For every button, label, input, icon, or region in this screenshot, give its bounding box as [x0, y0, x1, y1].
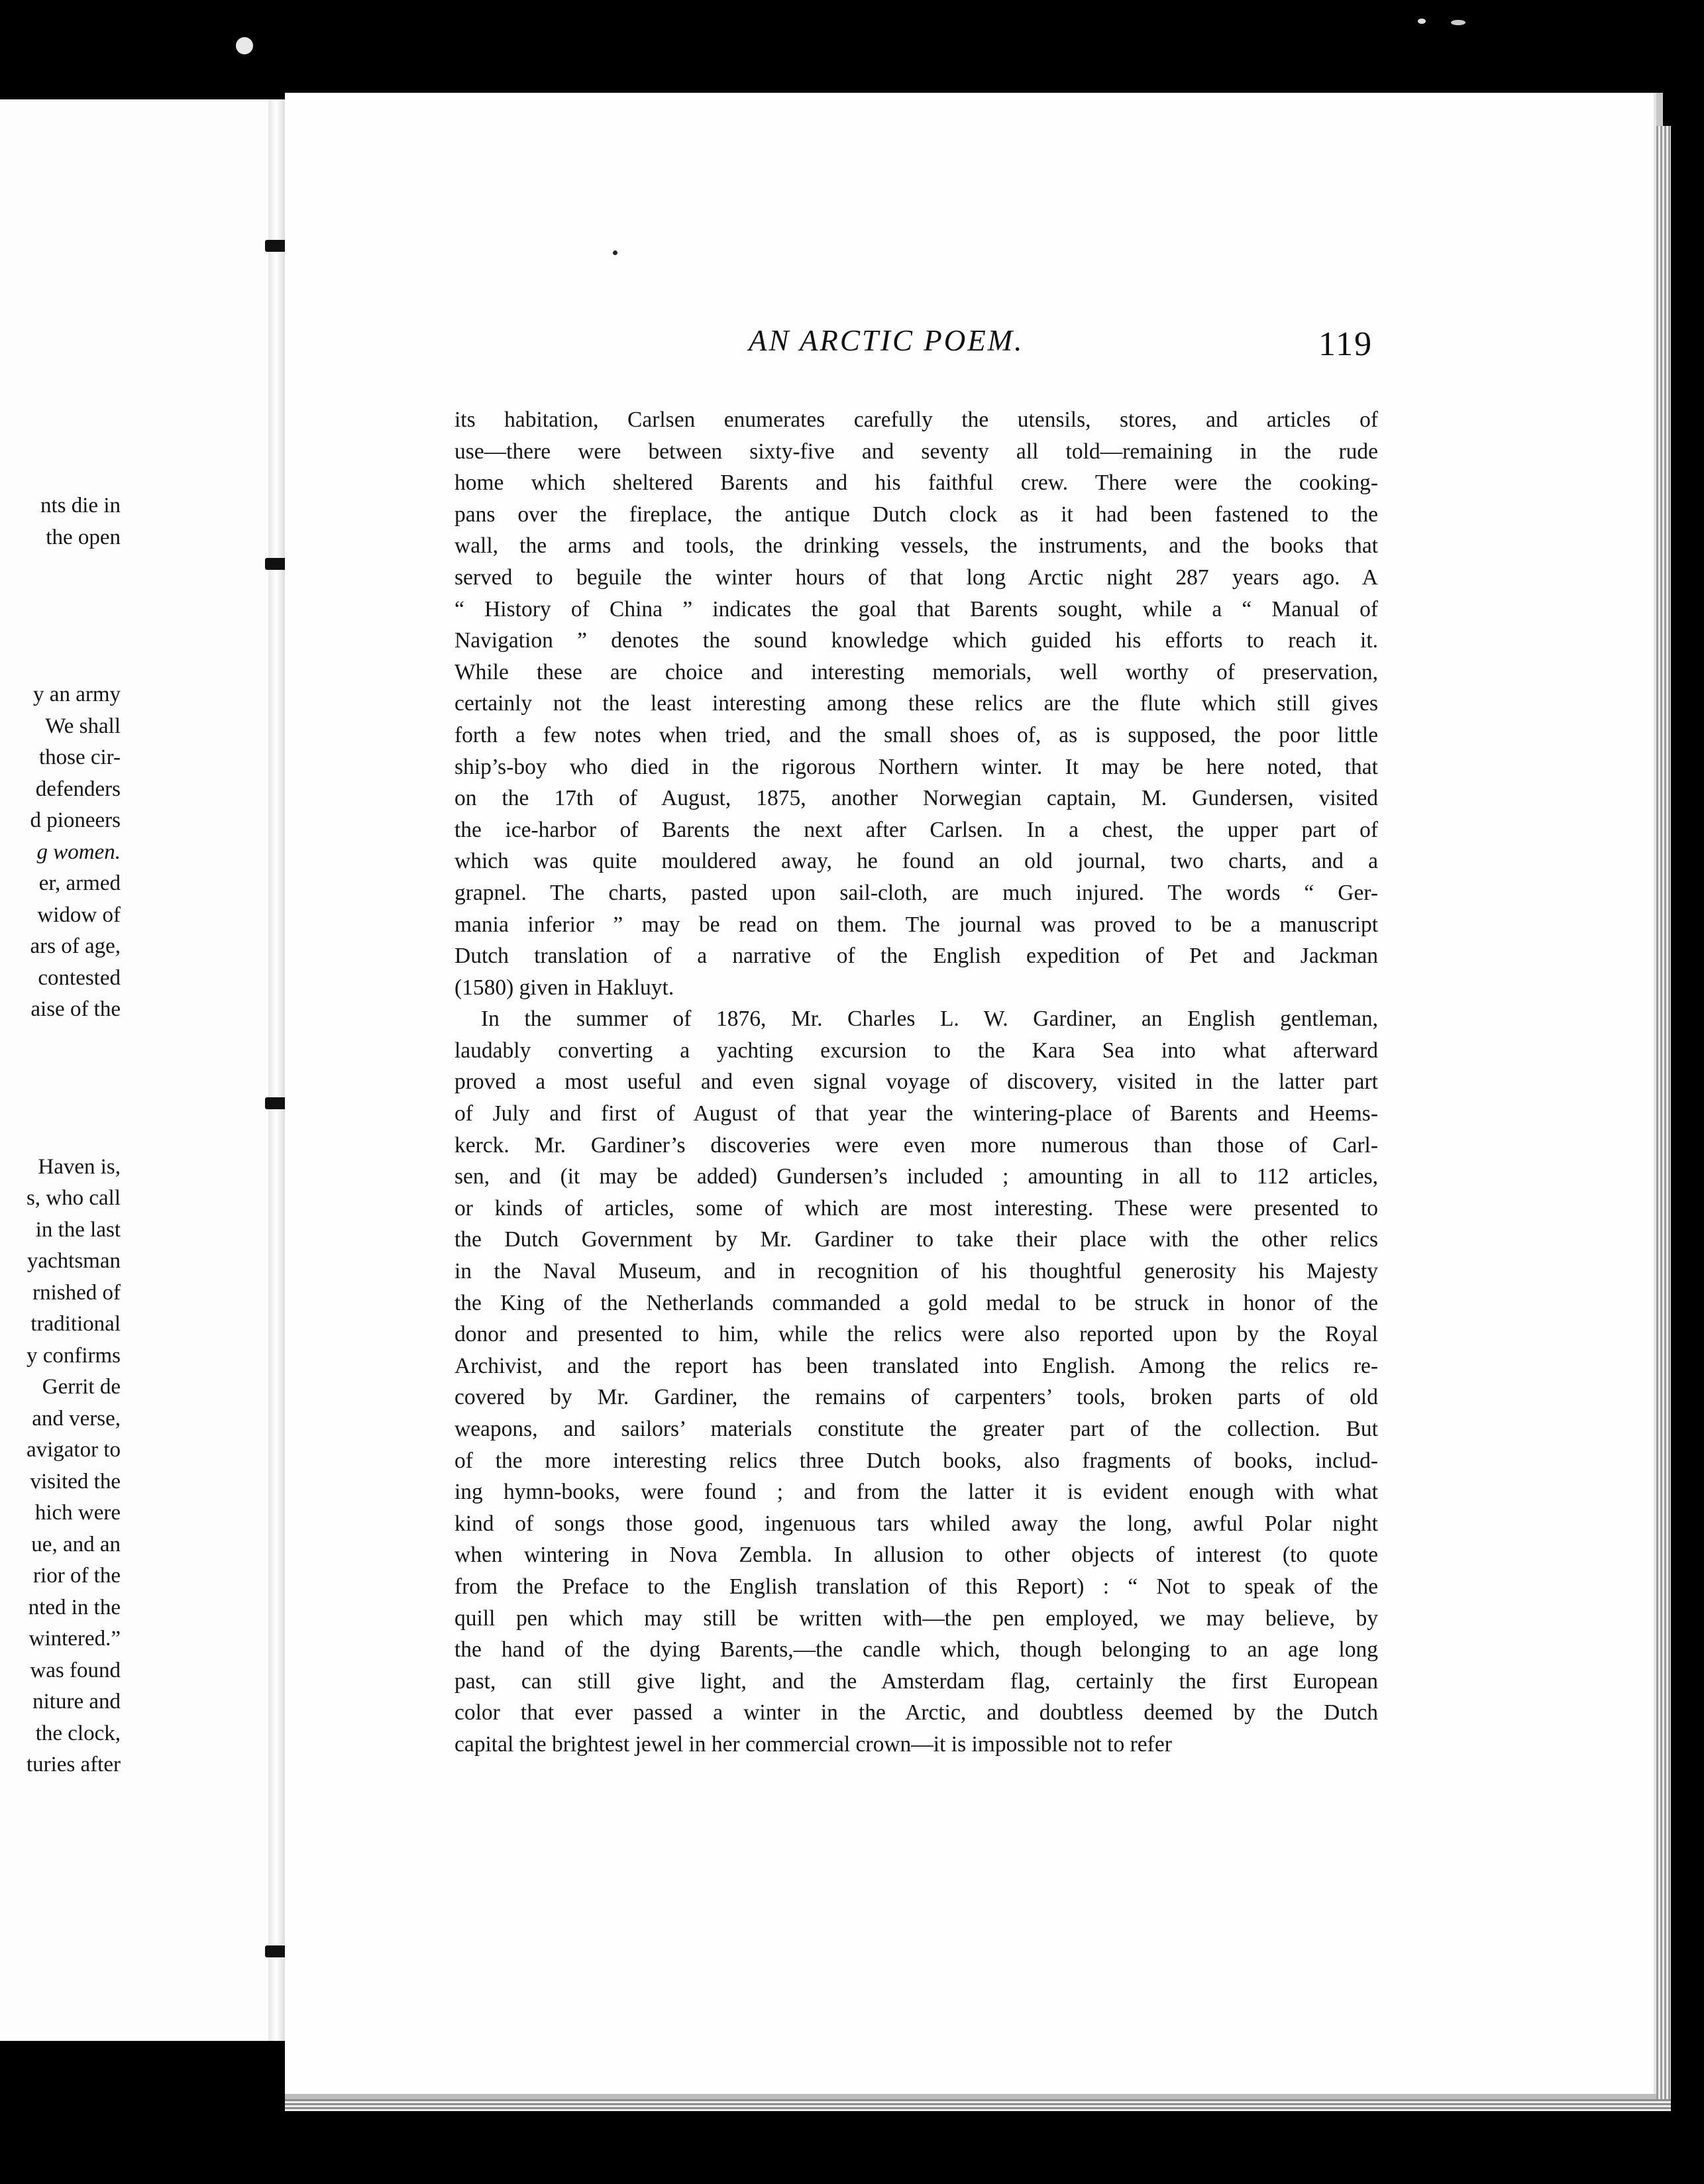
text-line: the King of the Netherlands commanded a gold medal to be struck in honor of the: [454, 1290, 1378, 1315]
text-line: ing hymn-books, were found ; and from the latter it is evident enough with what: [454, 1480, 1378, 1505]
left-text-fragment: contested: [38, 965, 121, 990]
left-text-fragment: aise of the: [30, 997, 121, 1021]
left-text-fragment: er, armed: [38, 871, 121, 895]
text-line: covered by Mr. Gardiner, the remains of carpenters’ tools, broken parts of old: [454, 1385, 1378, 1410]
text-line: capital the brightest jewel in her commercial crown—it is impossible not to refer: [454, 1731, 1172, 1757]
text-line: In the summer of 1876, Mr. Charles L. W. Gardiner, an English gentleman,: [481, 1007, 1378, 1032]
left-gap: [0, 1120, 121, 1152]
left-text-fragment: in the last: [35, 1217, 121, 1242]
text-line: color that ever passed a winter in the Arctic, and doubtless deemed by the Dutch: [454, 1700, 1378, 1725]
text-line: certainly not the least interesting among these relics are the flute which still gives: [454, 691, 1378, 716]
text-line: grapnel. The charts, pasted upon sail-cloth, are much injured. The words “ Ger-: [454, 880, 1378, 905]
scan-artifact: [1418, 19, 1426, 24]
left-text-fragment: Gerrit de: [42, 1375, 121, 1399]
left-text-fragment: rior of the: [33, 1564, 121, 1588]
text-line: home which sheltered Barents and his faithful crew. There were the cooking-: [454, 470, 1378, 496]
left-gap: [0, 616, 121, 648]
text-line: from the Preface to the English translation of this Report) : “ Not to speak of the: [454, 1574, 1378, 1599]
left-text-fragment: y an army: [33, 682, 121, 706]
left-text-fragment: the clock,: [35, 1721, 121, 1745]
left-text-fragment: and verse,: [32, 1406, 121, 1431]
text-line: pans over the fireplace, the antique Dutch clock as it had been fastened to the: [454, 502, 1378, 527]
text-line: proved a most useful and even signal voyage of discovery, visited in the latter part: [454, 1069, 1378, 1095]
left-gap: [0, 1057, 121, 1089]
text-line: quill pen which may still be written with—the pen employed, we may believe, by: [454, 1606, 1378, 1631]
left-text-fragment: those cir-: [38, 745, 121, 769]
left-text-fragment: widow of: [37, 902, 121, 927]
body-text: [454, 404, 1378, 1761]
page-stack-edge: [1656, 126, 1671, 2107]
left-text-fragment: rnished of: [32, 1280, 121, 1305]
text-line: mania inferior ” may be read on them. The journal was proved to be a manuscript: [454, 912, 1378, 937]
left-gap: [0, 1089, 121, 1120]
text-line: “ History of China ” indicates the goal that Barents sought, while a “ Manual of: [454, 596, 1378, 622]
left-text-fragment: y confirms: [26, 1343, 121, 1368]
text-line: sen, and (it may be added) Gundersen’s included ; amounting in all to 112 articles,: [454, 1164, 1378, 1189]
left-text-fragment: nted in the: [28, 1595, 121, 1619]
text-line: of the more interesting relics three Dutch books, also fragments of books, includ-: [454, 1448, 1378, 1473]
left-facing-page: [0, 99, 272, 2041]
left-text-fragment: g women.: [36, 840, 121, 864]
left-gap: [0, 648, 121, 680]
left-text-fragment: s, who call: [26, 1186, 121, 1210]
scan-artifact: [613, 250, 617, 255]
left-text-fragment: was found: [30, 1658, 121, 1682]
left-page-text: [0, 490, 121, 1781]
left-gap: [0, 553, 121, 585]
left-text-fragment: ue, and an: [31, 1532, 121, 1556]
text-line: wall, the arms and tools, the drinking vessels, the instruments, and the books that: [454, 533, 1378, 559]
left-text-fragment: turies after: [26, 1753, 121, 1776]
left-text-fragment: defenders: [35, 777, 121, 801]
left-text-fragment: yachtsman: [27, 1249, 121, 1273]
text-line: weapons, and sailors’ materials constitute the greater part of the collection. But: [454, 1417, 1378, 1441]
text-line: laudably converting a yachting excursion to the Kara Sea into what afterward: [454, 1038, 1378, 1063]
left-text-fragment: ars of age,: [30, 934, 121, 958]
text-line: which was quite mouldered away, he found an old journal, two charts, and a: [454, 849, 1378, 874]
left-text-fragment: visited the: [30, 1469, 121, 1494]
left-text-fragment: wintered.”: [28, 1627, 121, 1651]
text-line: ship’s-boy who died in the rigorous Northern winter. It may be here noted, that: [454, 754, 1378, 779]
page-stack-bottom: [285, 2099, 1671, 2111]
text-line: the hand of the dying Barents,—the candle which, though belonging to an age long: [454, 1637, 1378, 1663]
text-line: (1580) given in Hakluyt.: [454, 975, 674, 1000]
text-line: kerck. Mr. Gardiner’s discoveries were even more numerous than those of Carl-: [454, 1132, 1378, 1158]
text-line: when wintering in Nova Zembla. In allusion to other objects of interest (to quote: [454, 1543, 1378, 1568]
left-text-fragment: d pioneers: [30, 808, 121, 832]
left-text-fragment: hich were: [34, 1501, 121, 1525]
scan-artifact: [236, 37, 253, 54]
text-line: kind of songs those good, ingenuous tars whiled away the long, awful Polar night: [454, 1511, 1378, 1536]
text-line: on the 17th of August, 1875, another Norwegian captain, M. Gundersen, visited: [454, 786, 1378, 811]
scan-artifact: [1451, 20, 1465, 25]
left-text-fragment: avigator to: [26, 1438, 121, 1462]
left-text-fragment: nts die in: [40, 494, 121, 518]
text-line: served to beguile the winter hours of that long Arctic night 287 years ago. A: [454, 565, 1378, 590]
left-text-fragment: Haven is,: [38, 1154, 121, 1179]
text-line: past, can still give light, and the Amsterdam flag, certainly the first European: [454, 1668, 1378, 1694]
text-line: its habitation, Carlsen enumerates carefully the utensils, stores, and articles of: [454, 408, 1378, 432]
text-line: the ice-harbor of Barents the next after Carlsen. In a chest, the upper part of: [454, 817, 1378, 842]
left-gap: [0, 585, 121, 617]
text-line: in the Naval Museum, and in recognition of his thoughtful generosity his Majesty: [454, 1259, 1378, 1284]
text-line: the Dutch Government by Mr. Gardiner to take their place with the other relics: [454, 1227, 1378, 1252]
text-line: Dutch translation of a narrative of the English expedition of Pet and Jackman: [454, 944, 1378, 969]
text-line: Archivist, and the report has been translated into English. Among the relics re-: [454, 1353, 1378, 1378]
text-line: use—there were between sixty-five and seventy all told—remaining in the rude: [454, 439, 1378, 464]
page-number: 119: [1318, 325, 1373, 363]
text-line: or kinds of articles, some of which are most interesting. These were presented to: [454, 1195, 1378, 1221]
left-gap: [0, 1026, 121, 1058]
text-line: of July and first of August of that year the wintering-place of Barents and Heems-: [454, 1101, 1378, 1126]
text-line: donor and presented to him, while the relics were also reported upon by the Royal: [454, 1322, 1378, 1347]
text-line: Navigation ” denotes the sound knowledge which guided his efforts to reach it.: [454, 628, 1378, 653]
left-text-fragment: traditional: [30, 1312, 121, 1336]
text-line: While these are choice and interesting memorials, well worthy of preservation,: [454, 659, 1378, 684]
running-head: AN ARCTIC POEM.: [749, 324, 1024, 357]
left-text-fragment: We shall: [45, 714, 121, 738]
left-text-fragment: the open: [46, 525, 121, 549]
left-text-fragment: niture and: [32, 1690, 121, 1714]
text-line: forth a few notes when tried, and the small shoes of, as is supposed, the poor little: [454, 722, 1378, 747]
